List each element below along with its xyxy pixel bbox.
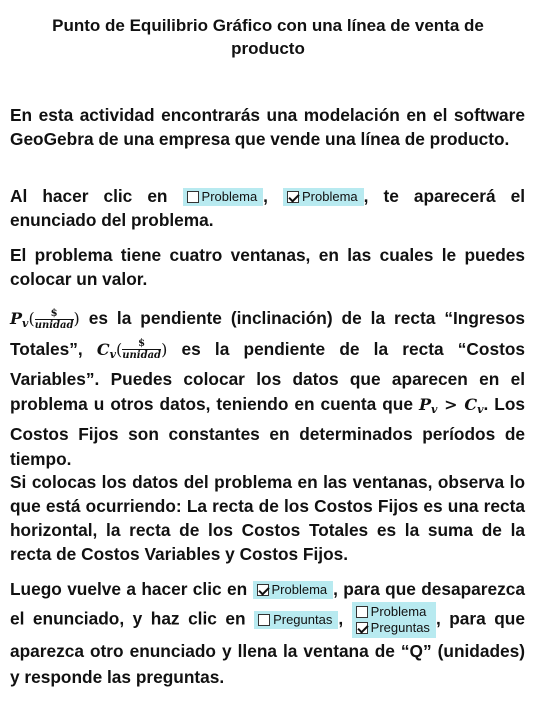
- unit-fraction: $\frac{\$}{\text{unidad}}$: [122, 338, 162, 362]
- checkbox-checked-icon: [356, 622, 368, 634]
- cv-symbol: $C_v$: [96, 339, 116, 361]
- instruction-paragraph-1: Al hacer clic en Problema , Problema , te aparecerá el enunciado del problema.: [10, 186, 526, 230]
- checkbox-icon: [356, 606, 368, 618]
- problema-preguntas-checkbox-group[interactable]: Problema Preguntas: [352, 602, 436, 638]
- checkbox-icon: [187, 191, 199, 203]
- checkbox-checked-icon: [257, 584, 269, 596]
- intro-paragraph: En esta actividad encontrarás una modelación en el software GeoGebra de una empresa que vende una línea de producto.: [10, 105, 525, 149]
- instruction-paragraph-2: Luego vuelve a hacer clic en Problema , para que desaparezca el enunciado, y haz clic en Preguntas , Problema Preguntas , para que aparezca otro enunciado y llena la ventana de “Q” (unidades) y responde las preguntas.: [10, 579, 525, 687]
- observation-paragraph: Si colocas los datos del problema en las ventanas, observa lo que está ocurriendo: La recta de los Costos Fijos es una recta horizontal, la recta de los Costos Totales es la suma de la recta de Costos Variables y Costos Fijos.: [10, 472, 525, 564]
- inequality: $P_v > C_v$: [418, 394, 484, 416]
- pv-symbol: $P_v$: [10, 309, 29, 330]
- preguntas-checkbox-unchecked[interactable]: Preguntas: [254, 611, 338, 629]
- unit-fraction: $\frac{\$}{\text{unidad}}$: [34, 307, 74, 331]
- problema-checkbox-checked[interactable]: Problema: [283, 188, 364, 206]
- page-title: Punto de Equilibrio Gráfico con una línea de venta de producto: [52, 16, 484, 58]
- windows-paragraph: El problema tiene cuatro ventanas, en las cuales le puedes colocar un valor.: [10, 245, 525, 289]
- checkbox-icon: [258, 614, 270, 626]
- slopes-paragraph: $P_v$( $\frac{\$}{\text{unidad}}$ ) es la pendiente (inclinación) de la recta “Ingresos Totales”, $C_v$( $\frac{\$}{\text{unidad}}$ ) es la pendiente de la recta “Costos Variables”. Puedes colocar los datos que aparecen en el problema u otros datos, teniendo en cuenta que $P_v > C_v$. Los Costos Fijos son constantes en determinados períodos de tiempo.: [10, 307, 526, 469]
- problema-checkbox-checked-2[interactable]: Problema: [253, 581, 334, 599]
- problema-checkbox-unchecked[interactable]: Problema: [183, 188, 264, 206]
- checkbox-checked-icon: [287, 191, 299, 203]
